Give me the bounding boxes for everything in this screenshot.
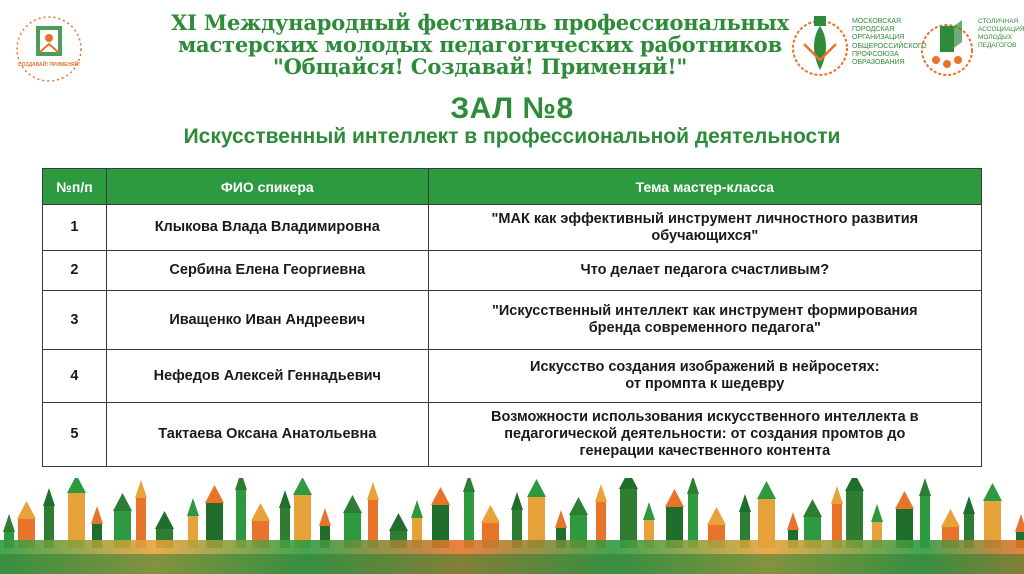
festival-logo-text: СОЗДАВАЙ! ПРИМЕНЯЙ! [18,62,80,68]
hall-topic: Искусственный интеллект в профессиональной деятельности [183,125,841,148]
table-row [43,291,982,350]
speaker-name: Иващенко Иван Андреевич [106,291,428,350]
speaker-name: Тактаева Оксана Анатольевна [106,403,428,467]
topic-cell [428,291,981,350]
young-teachers-name [978,18,1022,50]
topic-cell [428,251,981,291]
topic-line: бренда современного педагога" [588,320,821,336]
row-number: 1 [43,205,107,251]
speakers-table [42,168,982,467]
table-row [43,205,982,251]
young-teachers-logo [918,12,976,82]
row-number: 5 [43,403,107,467]
speaker-name: Сербина Елена Георгиевна [106,251,428,291]
hall-number: ЗАЛ №8 [450,92,574,125]
topic-line: "МАК как эффективный инструмент личностного развития [491,210,919,227]
festival-title [120,12,840,78]
table-row [43,350,982,403]
topic-cell [428,403,981,467]
young-teachers-line: СТОЛИЧНАЯ [978,18,1019,25]
speaker-name: Клыкова Влада Владимировна [106,205,428,251]
trade-union-line: ОБРАЗОВАНИЯ [852,59,905,67]
trade-union-line: ПРОФСОЮЗА [852,50,899,58]
topic-line: "Искусственный интеллект как инструмент формирования [491,303,918,319]
topic-cell [428,350,981,403]
table-header-row [43,169,982,205]
trade-union-logo [790,10,852,82]
table-row [43,251,982,291]
column-header-speaker: ФИО спикера [106,169,428,205]
column-header-topic: Тема мастер-класса [428,169,981,205]
trade-union-line: ОБЩЕРОССИЙСКОГО [852,42,927,50]
row-number: 3 [43,291,107,350]
topic-line: Искусство создания изображений в нейросетях: [530,359,880,375]
trade-union-line: ГОРОДСКАЯ [852,26,895,34]
row-number: 2 [43,251,107,291]
topic-line: Возможности использования искусственного интеллекта в [491,409,919,425]
young-teachers-line: АССОЦИАЦИЯ [978,26,1024,33]
young-teachers-line: МОЛОДЫХ [978,34,1013,41]
kremlin-skyline-decoration [0,478,1024,574]
young-teachers-line: ПЕДАГОГОВ [978,42,1017,49]
topic-line: обучающихся" [651,227,759,244]
row-number: 4 [43,350,107,403]
topic-line: от промпта к шедевру [625,376,785,392]
topic-line: педагогической деятельности: от создания промтов до [504,426,906,442]
topic-cell [428,205,981,251]
festival-title-line-1: XI Международный фестиваль профессиональных [171,10,789,35]
trade-union-name [852,18,927,67]
trade-union-line: МОСКОВСКАЯ [852,18,902,25]
trade-union-line: ОРГАНИЗАЦИЯ [852,34,905,42]
column-header-number: №п/п [43,169,107,205]
festival-title-line-2: мастерских молодых педагогических работников [178,32,782,57]
table-row [43,403,982,467]
speaker-name: Нефедов Алексей Геннадьевич [106,350,428,403]
topic-line: Что делает педагога счастливым? [580,262,830,278]
festival-logo [14,14,84,84]
festival-title-line-3: "Общайся! Создавай! Применяй!" [272,54,688,79]
topic-line: генерации качественного контента [579,443,831,459]
